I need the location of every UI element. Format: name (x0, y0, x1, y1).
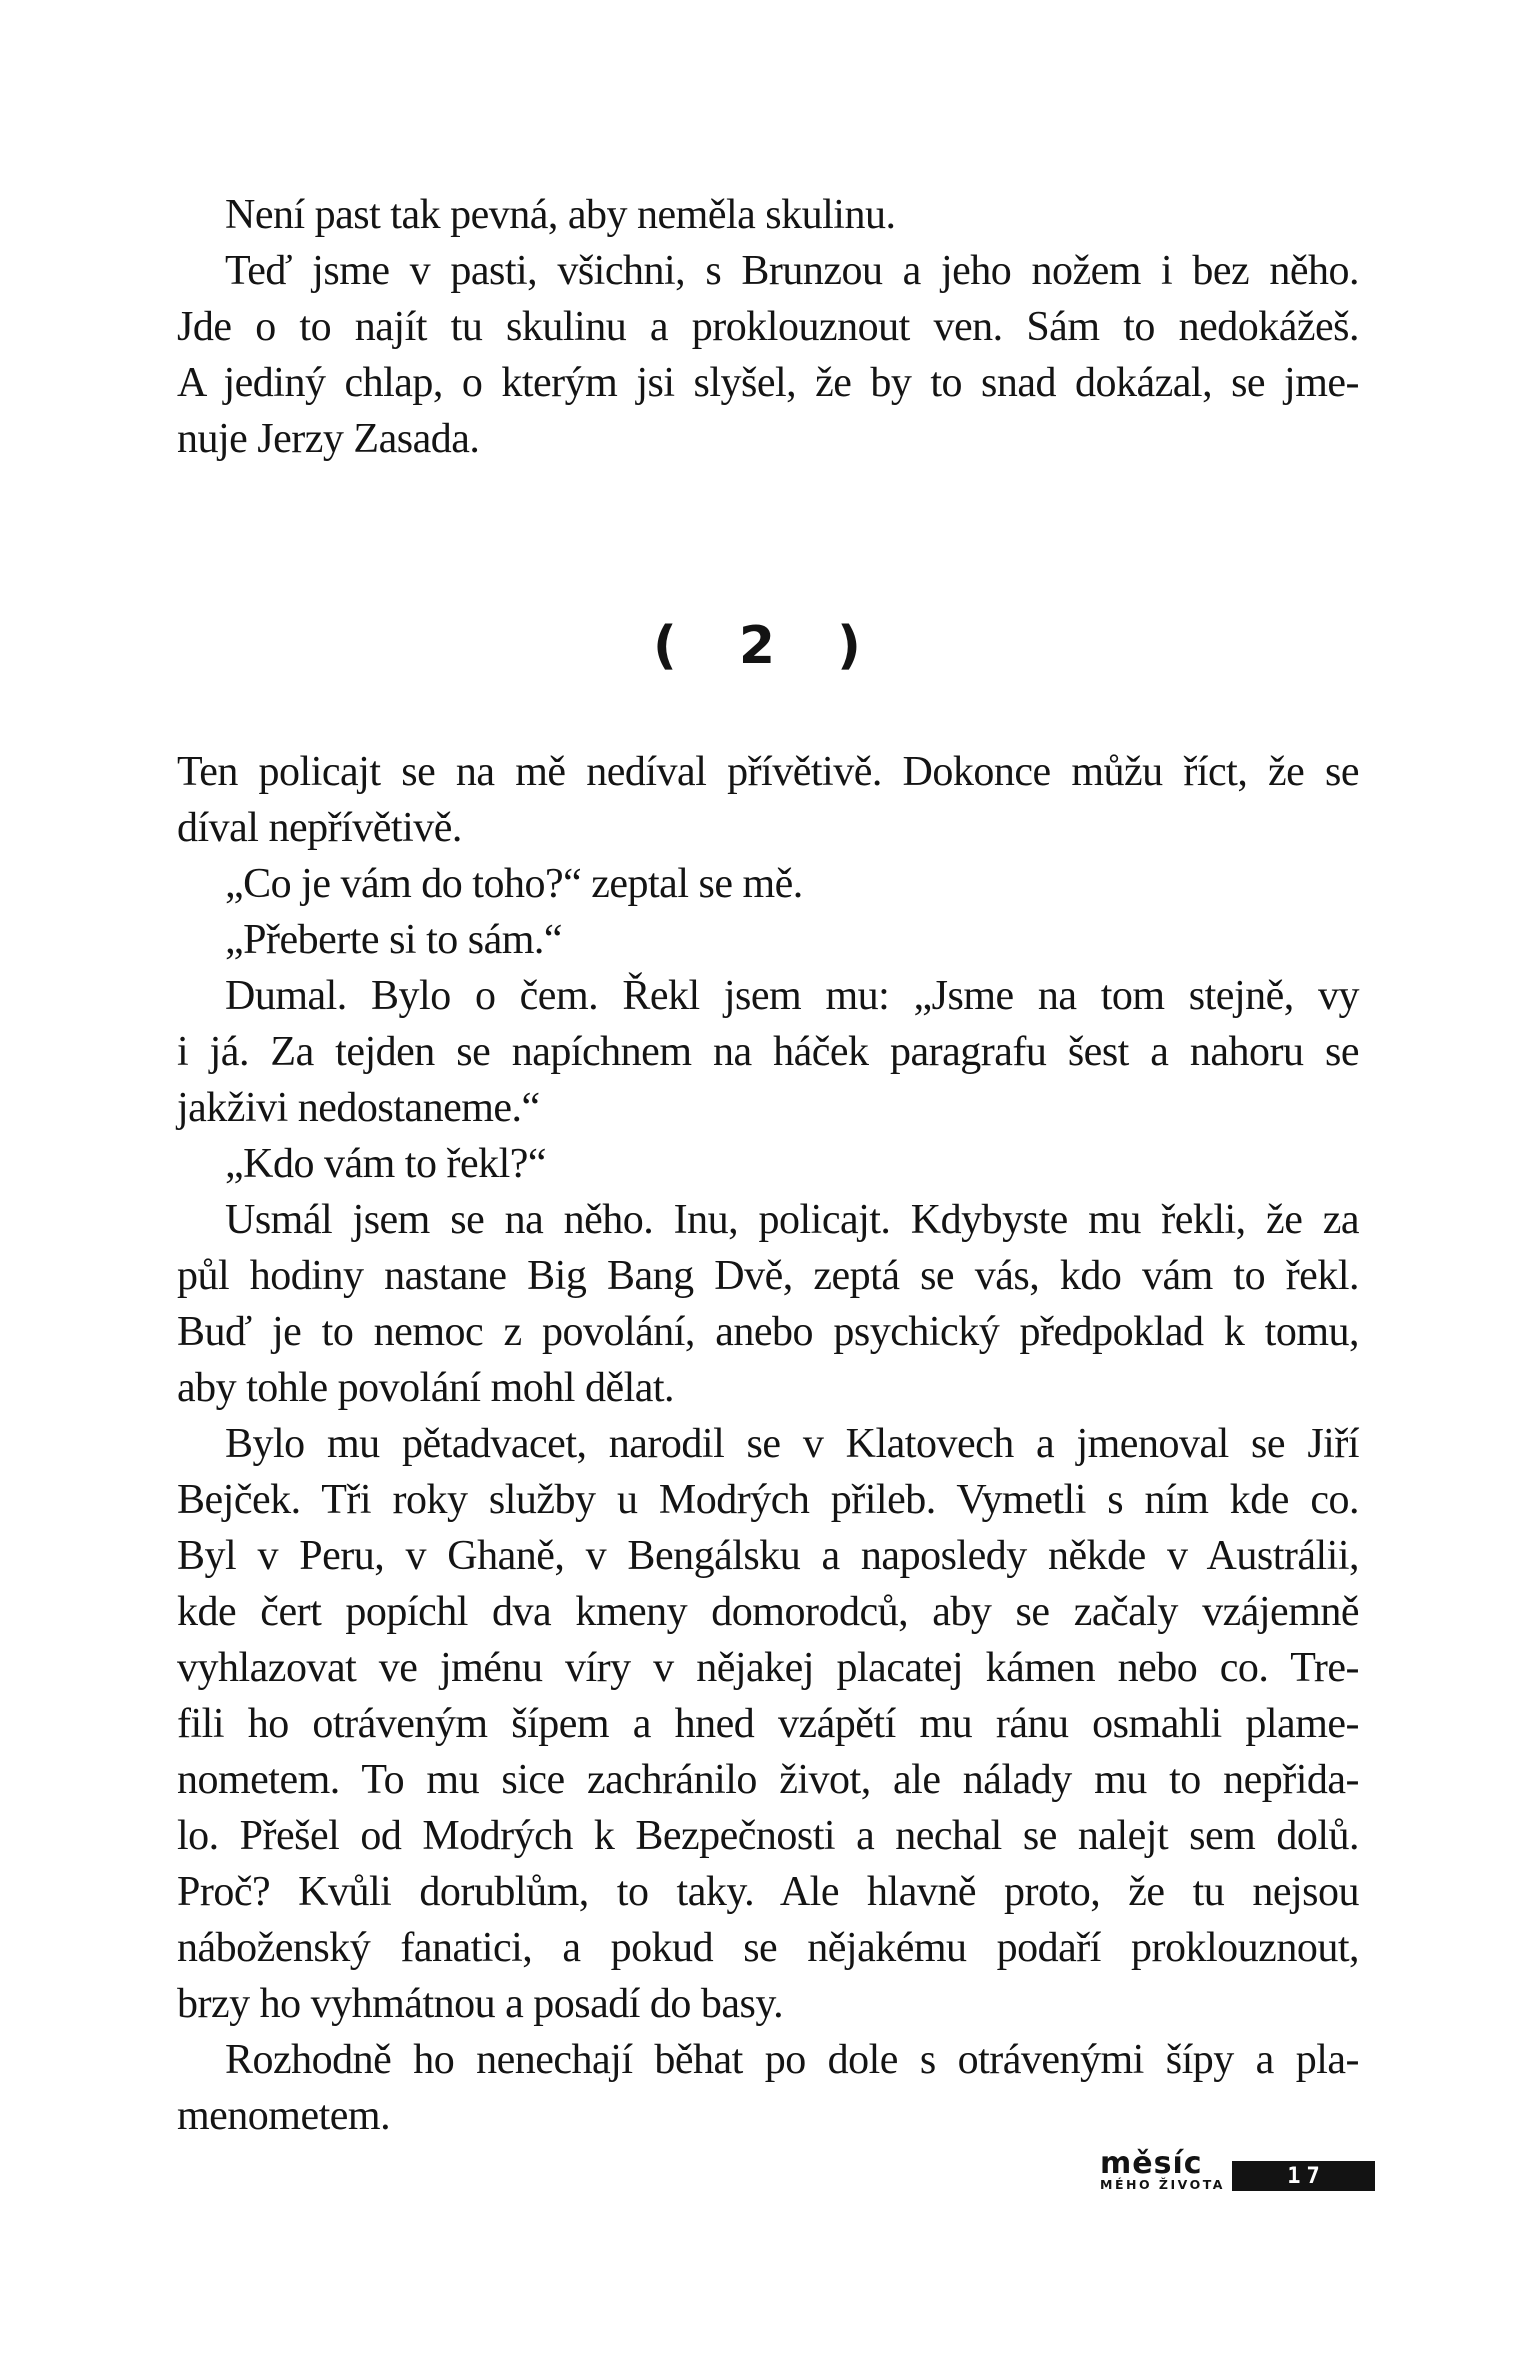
text-line: fili ho otráveným šípem a hned vzápětí mu ránu osmahli plame- (177, 1701, 1359, 1747)
text-line: Není past tak pevná, aby neměla skulinu. (225, 192, 896, 238)
text-line: i já. Za tejden se napíchnem na háček paragrafu šest a nahoru se (177, 1029, 1359, 1075)
text-line: Bylo mu pětadvacet, narodil se v Klatovech a jmenoval se Jiří (225, 1421, 1359, 1467)
page-number-bar (1232, 2161, 1375, 2191)
publisher-logo (1100, 2146, 1225, 2192)
intro-paragraphs (177, 187, 1359, 467)
page-footer (1100, 2146, 1375, 2192)
page-number: 17 (1287, 2163, 1326, 2189)
text-line: díval nepřívětivě. (177, 805, 462, 851)
text-line: menometem. (177, 2093, 391, 2139)
text-line: „Co je vám do toho?“ zeptal se mě. (225, 861, 803, 907)
logo-subtitle: MÉHO ŽIVOTA (1100, 2177, 1225, 2192)
text-line: vyhlazovat ve jménu víry v nějakej placatej kámen nebo co. Tre- (177, 1645, 1359, 1691)
text-line: Byl v Peru, v Ghaně, v Bengálsku a naposledy někde v Austrálii, (177, 1533, 1359, 1579)
text-line: Teď jsme v pasti, všichni, s Brunzou a jeho nožem i bez něho. (225, 248, 1359, 294)
text-line: nometem. To mu sice zachránilo život, ale nálady mu to nepřida- (177, 1757, 1359, 1803)
text-line: kde čert popíchl dva kmeny domorodců, aby se začaly vzájemně (177, 1589, 1359, 1635)
text-line: „Kdo vám to řekl?“ (225, 1141, 547, 1187)
text-line: Bejček. Tři roky služby u Modrých přileb. Vymetli s ním kde co. (177, 1477, 1359, 1523)
text-line: Buď je to nemoc z povolání, anebo psychický předpoklad k tomu, (177, 1309, 1359, 1355)
text-line: aby tohle povolání mohl dělat. (177, 1365, 675, 1411)
chapter-marker: ( 2 ) (653, 616, 883, 676)
text-line: nuje Jerzy Zasada. (177, 416, 480, 462)
text-line: jakživi nedostaneme.“ (177, 1085, 540, 1131)
text-line: Jde o to najít tu skulinu a proklouznout ven. Sám to nedokážeš. (177, 304, 1359, 350)
text-line: Ten policajt se na mě nedíval přívětivě. Dokonce můžu říct, že se (177, 749, 1359, 795)
text-line: Rozhodně ho nenechají běhat po dole s otrávenými šípy a pla- (225, 2037, 1359, 2083)
text-line: Dumal. Bylo o čem. Řekl jsem mu: „Jsme na tom stejně, vy (225, 973, 1359, 1019)
text-line: půl hodiny nastane Big Bang Dvě, zeptá se vás, kdo vám to řekl. (177, 1253, 1359, 1299)
text-line: Proč? Kvůli dorublům, to taky. Ale hlavně proto, že tu nejsou (177, 1869, 1359, 1915)
text-line: „Přeberte si to sám.“ (225, 917, 563, 963)
text-line: brzy ho vyhmátnou a posadí do basy. (177, 1981, 784, 2027)
text-line: A jediný chlap, o kterým jsi slyšel, že by to snad dokázal, se jme- (177, 360, 1359, 406)
text-line: lo. Přešel od Modrých k Bezpečnosti a nechal se nalejt sem dolů. (177, 1813, 1359, 1859)
text-line: Usmál jsem se na něho. Inu, policajt. Kdybyste mu řekli, že za (225, 1197, 1359, 1243)
text-line: náboženský fanatici, a pokud se nějakému podaří proklouznout, (177, 1925, 1359, 1971)
body-paragraphs (177, 744, 1359, 2144)
logo-title: měsíc (1100, 2146, 1203, 2181)
